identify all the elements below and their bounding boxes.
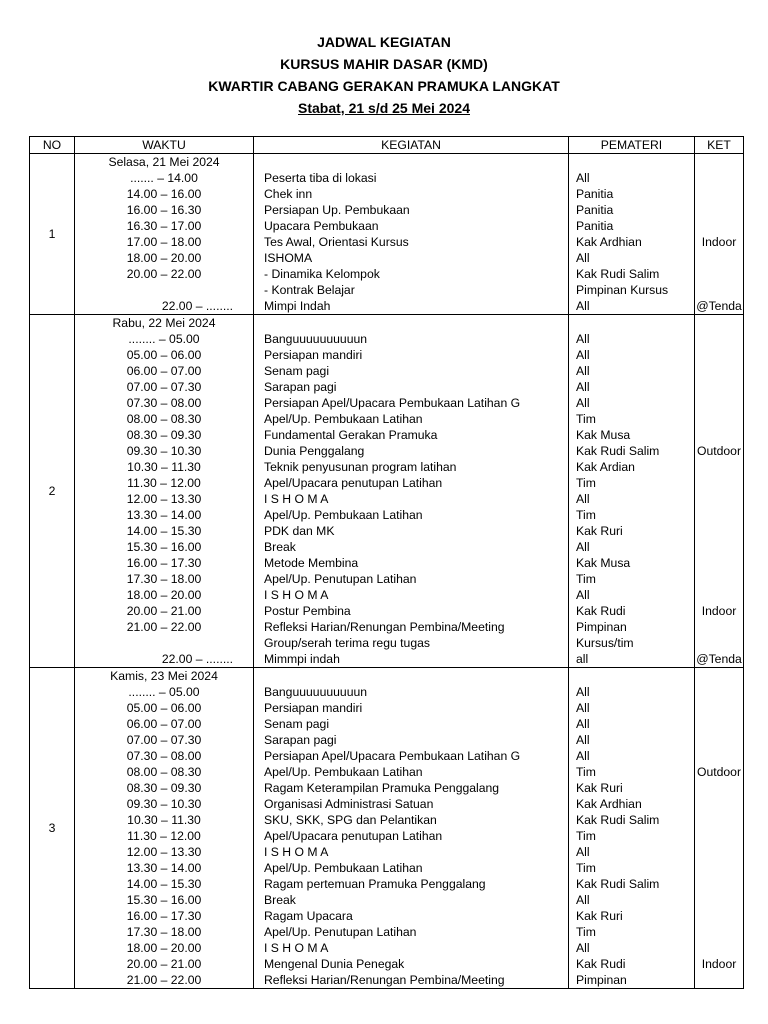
cell-kegiatan: - Kontrak Belajar <box>254 282 569 298</box>
cell-ket <box>695 539 744 555</box>
table-row <box>30 828 744 844</box>
cell-pemateri: All <box>569 395 695 411</box>
cell-ket <box>695 796 744 812</box>
table-row <box>30 475 744 491</box>
cell-waktu: 07.00 – 07.30 <box>75 732 254 748</box>
cell-ket <box>695 202 744 218</box>
table-row <box>30 250 744 266</box>
cell-pemateri: All <box>569 170 695 186</box>
cell-pemateri: Kursus/tim <box>569 635 695 651</box>
table-row <box>30 427 744 443</box>
cell-ket: Outdoor <box>695 764 744 780</box>
cell-ket <box>695 282 744 298</box>
table-row <box>30 298 744 315</box>
cell-kegiatan: Apel/Up. Penutupan Latihan <box>254 924 569 940</box>
table-row <box>30 186 744 202</box>
day-date-row <box>30 154 744 171</box>
cell-waktu: 12.00 – 13.30 <box>75 844 254 860</box>
cell-waktu: 13.30 – 14.00 <box>75 860 254 876</box>
table-row <box>30 940 744 956</box>
table-row <box>30 956 744 972</box>
cell-waktu: 18.00 – 20.00 <box>75 250 254 266</box>
cell-ket <box>695 716 744 732</box>
cell-pemateri: Tim <box>569 507 695 523</box>
cell-ket <box>695 748 744 764</box>
table-row <box>30 507 744 523</box>
cell-waktu: ....... – 14.00 <box>75 170 254 186</box>
cell-waktu: 11.30 – 12.00 <box>75 475 254 491</box>
cell-pemateri: All <box>569 539 695 555</box>
cell-pemateri: Kak Rudi Salim <box>569 812 695 828</box>
cell-pemateri: Kak Musa <box>569 555 695 571</box>
cell-pemateri: All <box>569 331 695 347</box>
cell-kegiatan: Banguuuuuuuuuun <box>254 684 569 700</box>
cell-ket: Indoor <box>695 956 744 972</box>
date-range: Stabat, 21 s/d 25 Mei 2024 <box>298 100 470 116</box>
cell-waktu: 11.30 – 12.00 <box>75 828 254 844</box>
cell-waktu <box>75 635 254 651</box>
cell-waktu: 16.30 – 17.00 <box>75 218 254 234</box>
table-row <box>30 908 744 924</box>
cell-ket <box>695 860 744 876</box>
cell-waktu: 21.00 – 22.00 <box>75 972 254 989</box>
cell-ket <box>695 170 744 186</box>
cell-waktu: 17.30 – 18.00 <box>75 924 254 940</box>
cell-ket <box>695 186 744 202</box>
table-row <box>30 780 744 796</box>
cell-ket <box>695 475 744 491</box>
cell-kegiatan: I S H O M A <box>254 844 569 860</box>
cell-kegiatan: SKU, SKK, SPG dan Pelantikan <box>254 812 569 828</box>
empty-cell <box>569 668 695 685</box>
table-row <box>30 684 744 700</box>
empty-cell <box>254 315 569 332</box>
cell-pemateri: Tim <box>569 828 695 844</box>
table-row <box>30 523 744 539</box>
cell-kegiatan: Apel/Upacara penutupan Latihan <box>254 475 569 491</box>
col-header-no: NO <box>30 137 75 154</box>
cell-kegiatan: Fundamental Gerakan Pramuka <box>254 427 569 443</box>
cell-waktu: 06.00 – 07.00 <box>75 363 254 379</box>
cell-waktu: 14.00 – 15.30 <box>75 876 254 892</box>
table-row <box>30 892 744 908</box>
cell-ket: Indoor <box>695 234 744 250</box>
title-line-3: KWARTIR CABANG GERAKAN PRAMUKA LANGKAT <box>208 78 560 94</box>
day-date: Rabu, 22 Mei 2024 <box>75 315 254 332</box>
table-row <box>30 331 744 347</box>
cell-pemateri: Kak Rudi Salim <box>569 876 695 892</box>
cell-pemateri: Kak Ruri <box>569 908 695 924</box>
cell-pemateri: All <box>569 716 695 732</box>
table-row <box>30 587 744 603</box>
cell-kegiatan: Sarapan pagi <box>254 732 569 748</box>
cell-waktu: 07.00 – 07.30 <box>75 379 254 395</box>
cell-kegiatan: Banguuuuuuuuuun <box>254 331 569 347</box>
table-row <box>30 491 744 507</box>
cell-ket <box>695 427 744 443</box>
cell-waktu: 08.30 – 09.30 <box>75 780 254 796</box>
cell-pemateri: Panitia <box>569 218 695 234</box>
cell-kegiatan: Senam pagi <box>254 363 569 379</box>
table-row <box>30 603 744 619</box>
cell-ket <box>695 732 744 748</box>
table-row <box>30 844 744 860</box>
cell-ket: @Tenda <box>696 299 742 313</box>
cell-pemateri: Tim <box>569 571 695 587</box>
cell-kegiatan: Chek inn <box>254 186 569 202</box>
empty-cell <box>254 154 569 171</box>
cell-ket <box>695 347 744 363</box>
cell-pemateri: Kak Ruri <box>569 780 695 796</box>
cell-ket <box>695 812 744 828</box>
cell-pemateri: All <box>569 700 695 716</box>
cell-kegiatan: Persiapan Up. Pembukaan <box>254 202 569 218</box>
day-date: Kamis, 23 Mei 2024 <box>75 668 254 685</box>
cell-waktu: 17.30 – 18.00 <box>75 571 254 587</box>
day-number: 1 <box>30 154 75 315</box>
table-row <box>30 860 744 876</box>
cell-kegiatan: I S H O M A <box>254 940 569 956</box>
cell-waktu: 13.30 – 14.00 <box>75 507 254 523</box>
cell-kegiatan: Postur Pembina <box>254 603 569 619</box>
cell-waktu: ........ – 05.00 <box>75 684 254 700</box>
cell-pemateri: All <box>569 892 695 908</box>
cell-pemateri: Kak Rudi Salim <box>569 443 695 459</box>
table-row <box>30 732 744 748</box>
title-line-2: KURSUS MAHIR DASAR (KMD) <box>280 56 488 72</box>
schedule-table <box>29 136 744 989</box>
table-row <box>30 282 744 298</box>
cell-ket: Indoor <box>695 603 744 619</box>
cell-waktu: 05.00 – 06.00 <box>75 347 254 363</box>
cell-ket: @Tenda <box>696 652 742 666</box>
cell-kegiatan: Apel/Up. Pembukaan Latihan <box>254 860 569 876</box>
table-row <box>30 764 744 780</box>
day-date-row <box>30 668 744 685</box>
cell-waktu: 07.30 – 08.00 <box>75 748 254 764</box>
table-row <box>30 700 744 716</box>
table-row <box>30 924 744 940</box>
cell-pemateri: Pimpinan <box>569 619 695 635</box>
title-line-1: JADWAL KEGIATAN <box>317 34 451 50</box>
cell-ket <box>695 459 744 475</box>
cell-kegiatan: Group/serah terima regu tugas <box>254 635 569 651</box>
table-row <box>30 972 744 989</box>
table-row <box>30 218 744 234</box>
cell-pemateri: Kak Ardian <box>569 459 695 475</box>
table-row <box>30 812 744 828</box>
empty-cell <box>569 154 695 171</box>
cell-kegiatan: Apel/Up. Pembukaan Latihan <box>254 411 569 427</box>
cell-ket <box>695 684 744 700</box>
col-header-pemateri: PEMATERI <box>569 137 695 154</box>
cell-pemateri: Tim <box>569 411 695 427</box>
cell-ket <box>695 587 744 603</box>
cell-waktu: 15.30 – 16.00 <box>75 539 254 555</box>
cell-pemateri: All <box>569 732 695 748</box>
cell-waktu: 14.00 – 15.30 <box>75 523 254 539</box>
cell-pemateri: Tim <box>569 924 695 940</box>
cell-pemateri: Tim <box>569 764 695 780</box>
cell-pemateri: Kak Musa <box>569 427 695 443</box>
cell-kegiatan: Break <box>254 892 569 908</box>
cell-kegiatan: Mimpi Indah <box>254 298 569 315</box>
cell-pemateri: All <box>569 748 695 764</box>
cell-waktu: 09.30 – 10.30 <box>75 796 254 812</box>
table-row <box>30 443 744 459</box>
cell-kegiatan: Refleksi Harian/Renungan Pembina/Meeting <box>254 972 569 989</box>
cell-waktu: 12.00 – 13.30 <box>75 491 254 507</box>
cell-waktu: 21.00 – 22.00 <box>75 619 254 635</box>
cell-waktu: 18.00 – 20.00 <box>75 940 254 956</box>
cell-ket <box>695 555 744 571</box>
empty-cell <box>695 315 744 332</box>
cell-pemateri: All <box>569 363 695 379</box>
cell-waktu: 16.00 – 17.30 <box>75 908 254 924</box>
cell-pemateri: Tim <box>569 860 695 876</box>
cell-kegiatan: Apel/Up. Penutupan Latihan <box>254 571 569 587</box>
cell-ket <box>695 266 744 282</box>
cell-pemateri: Kak Rudi <box>569 603 695 619</box>
cell-pemateri: Kak Ruri <box>569 523 695 539</box>
cell-waktu: 06.00 – 07.00 <box>75 716 254 732</box>
cell-pemateri: All <box>569 298 695 315</box>
cell-ket <box>695 411 744 427</box>
table-row <box>30 266 744 282</box>
table-row <box>30 459 744 475</box>
cell-pemateri: Panitia <box>569 186 695 202</box>
cell-kegiatan: Metode Membina <box>254 555 569 571</box>
cell-waktu: 22.00 – ........ <box>75 298 254 315</box>
cell-kegiatan: Apel/Up. Pembukaan Latihan <box>254 507 569 523</box>
table-row <box>30 651 744 668</box>
cell-kegiatan: Ragam pertemuan Pramuka Penggalang <box>254 876 569 892</box>
day-number: 2 <box>30 315 75 668</box>
cell-pemateri: Kak Ardhian <box>569 234 695 250</box>
cell-ket <box>695 523 744 539</box>
day-date: Selasa, 21 Mei 2024 <box>75 154 254 171</box>
table-row <box>30 716 744 732</box>
cell-pemateri: Kak Ardhian <box>569 796 695 812</box>
cell-pemateri: Pimpinan <box>569 972 695 989</box>
table-row <box>30 555 744 571</box>
cell-waktu: 10.30 – 11.30 <box>75 812 254 828</box>
cell-ket <box>695 379 744 395</box>
cell-kegiatan: Ragam Upacara <box>254 908 569 924</box>
table-row <box>30 379 744 395</box>
cell-pemateri: All <box>569 684 695 700</box>
table-row <box>30 411 744 427</box>
table-row <box>30 635 744 651</box>
document-header <box>0 31 768 119</box>
cell-kegiatan: Teknik penyusunan program latihan <box>254 459 569 475</box>
cell-waktu: 18.00 – 20.00 <box>75 587 254 603</box>
cell-kegiatan: Persiapan Apel/Upacara Pembukaan Latihan G <box>254 748 569 764</box>
cell-pemateri: All <box>569 379 695 395</box>
empty-cell <box>254 668 569 685</box>
table-row <box>30 347 744 363</box>
cell-kegiatan: Senam pagi <box>254 716 569 732</box>
cell-kegiatan: Persiapan Apel/Upacara Pembukaan Latihan G <box>254 395 569 411</box>
cell-pemateri: All <box>569 587 695 603</box>
cell-kegiatan: Ragam Keterampilan Pramuka Penggalang <box>254 780 569 796</box>
cell-ket <box>695 940 744 956</box>
table-row <box>30 748 744 764</box>
cell-waktu: ........ – 05.00 <box>75 331 254 347</box>
table-row <box>30 395 744 411</box>
cell-ket <box>695 924 744 940</box>
cell-waktu: 08.00 – 08.30 <box>75 764 254 780</box>
cell-kegiatan: Mengenal Dunia Penegak <box>254 956 569 972</box>
cell-ket <box>695 395 744 411</box>
cell-kegiatan: Mimmpi indah <box>254 651 569 668</box>
cell-ket <box>695 828 744 844</box>
cell-waktu: 16.00 – 17.30 <box>75 555 254 571</box>
cell-waktu: 15.30 – 16.00 <box>75 892 254 908</box>
cell-kegiatan: Apel/Up. Pembukaan Latihan <box>254 764 569 780</box>
cell-ket <box>695 571 744 587</box>
cell-waktu: 07.30 – 08.00 <box>75 395 254 411</box>
cell-ket <box>695 635 744 651</box>
cell-kegiatan: PDK dan MK <box>254 523 569 539</box>
cell-ket <box>695 876 744 892</box>
table-row <box>30 539 744 555</box>
day-number: 3 <box>30 668 75 989</box>
cell-ket <box>695 507 744 523</box>
cell-ket <box>695 363 744 379</box>
cell-ket <box>695 250 744 266</box>
cell-kegiatan: I S H O M A <box>254 491 569 507</box>
cell-kegiatan: Persiapan mandiri <box>254 700 569 716</box>
table-row <box>30 619 744 635</box>
cell-kegiatan: Tes Awal, Orientasi Kursus <box>254 234 569 250</box>
table-row <box>30 363 744 379</box>
cell-kegiatan: Upacara Pembukaan <box>254 218 569 234</box>
col-header-kegiatan: KEGIATAN <box>254 137 569 154</box>
cell-pemateri: Pimpinan Kursus <box>569 282 695 298</box>
cell-pemateri: All <box>569 250 695 266</box>
cell-pemateri: All <box>569 844 695 860</box>
table-row <box>30 234 744 250</box>
cell-waktu: 14.00 – 16.00 <box>75 186 254 202</box>
cell-ket <box>695 700 744 716</box>
cell-pemateri: Kak Rudi Salim <box>569 266 695 282</box>
col-header-ket: KET <box>695 137 744 154</box>
cell-waktu: 16.00 – 16.30 <box>75 202 254 218</box>
cell-kegiatan: Peserta tiba di lokasi <box>254 170 569 186</box>
table-header-row <box>30 137 744 154</box>
cell-kegiatan: Organisasi Administrasi Satuan <box>254 796 569 812</box>
day-date-row <box>30 315 744 332</box>
cell-kegiatan: Break <box>254 539 569 555</box>
cell-kegiatan: Refleksi Harian/Renungan Pembina/Meeting <box>254 619 569 635</box>
cell-ket <box>695 892 744 908</box>
cell-waktu: 10.30 – 11.30 <box>75 459 254 475</box>
cell-waktu: 20.00 – 22.00 <box>75 266 254 282</box>
cell-kegiatan: ISHOMA <box>254 250 569 266</box>
cell-pemateri: Kak Rudi <box>569 956 695 972</box>
title-line-4 <box>0 97 768 119</box>
cell-waktu: 09.30 – 10.30 <box>75 443 254 459</box>
cell-ket <box>695 844 744 860</box>
empty-cell <box>569 315 695 332</box>
cell-ket <box>695 218 744 234</box>
cell-pemateri: All <box>569 940 695 956</box>
cell-ket <box>695 908 744 924</box>
table-row <box>30 571 744 587</box>
cell-kegiatan: Sarapan pagi <box>254 379 569 395</box>
cell-ket <box>695 780 744 796</box>
table-row <box>30 796 744 812</box>
cell-ket <box>695 331 744 347</box>
cell-waktu: 17.00 – 18.00 <box>75 234 254 250</box>
cell-kegiatan: Persiapan mandiri <box>254 347 569 363</box>
cell-ket <box>695 619 744 635</box>
cell-pemateri: Panitia <box>569 202 695 218</box>
cell-kegiatan: Dunia Penggalang <box>254 443 569 459</box>
table-row <box>30 170 744 186</box>
cell-pemateri: Tim <box>569 475 695 491</box>
table-row <box>30 202 744 218</box>
cell-waktu: 20.00 – 21.00 <box>75 603 254 619</box>
cell-pemateri: All <box>569 491 695 507</box>
cell-ket: Outdoor <box>695 443 744 459</box>
col-header-waktu: WAKTU <box>75 137 254 154</box>
cell-ket <box>695 491 744 507</box>
cell-kegiatan: I S H O M A <box>254 587 569 603</box>
cell-waktu: 22.00 – ........ <box>75 651 254 668</box>
cell-waktu: 08.00 – 08.30 <box>75 411 254 427</box>
cell-ket <box>695 972 744 989</box>
cell-waktu <box>75 282 254 298</box>
empty-cell <box>695 154 744 171</box>
cell-kegiatan: - Dinamika Kelompok <box>254 266 569 282</box>
cell-waktu: 08.30 – 09.30 <box>75 427 254 443</box>
empty-cell <box>695 668 744 685</box>
cell-waktu: 05.00 – 06.00 <box>75 700 254 716</box>
cell-pemateri: all <box>569 651 695 668</box>
cell-pemateri: All <box>569 347 695 363</box>
cell-waktu: 20.00 – 21.00 <box>75 956 254 972</box>
cell-kegiatan: Apel/Upacara penutupan Latihan <box>254 828 569 844</box>
table-row <box>30 876 744 892</box>
